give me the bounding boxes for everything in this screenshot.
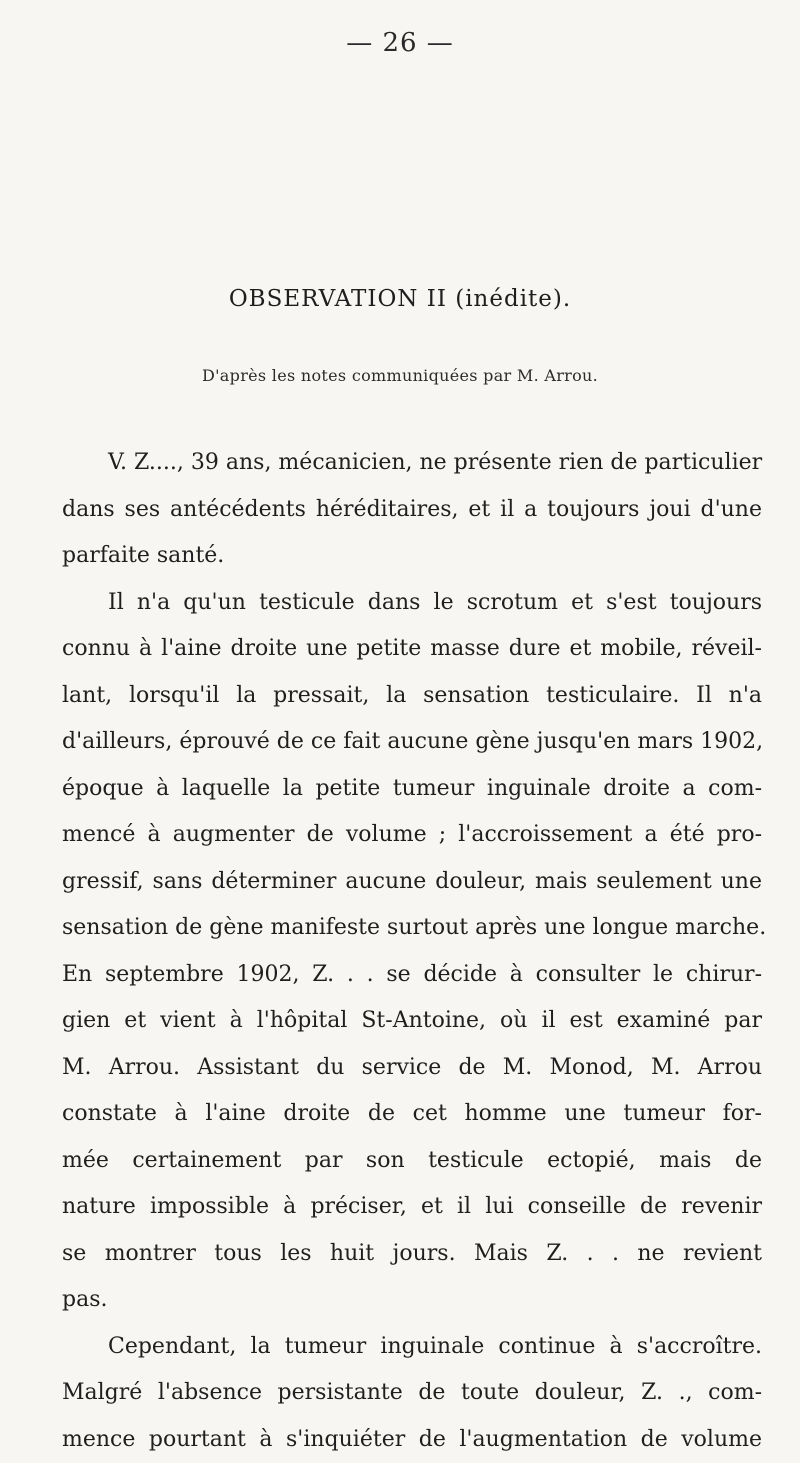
text-line: sensation de gène manifeste surtout après une longue marche. xyxy=(62,905,762,952)
text-line: V. Z...., 39 ans, mécanicien, ne présente rien de particulier xyxy=(62,440,762,487)
text-line: lant, lorsqu'il la pressait, la sensation testiculaire. Il n'a xyxy=(62,673,762,720)
text-line: connu à l'aine droite une petite masse dure et mobile, réveil- xyxy=(62,626,762,673)
text-line: pas. xyxy=(62,1277,762,1324)
text-line: Malgré l'absence persistante de toute douleur, Z. ., com- xyxy=(62,1370,762,1417)
text-line: gien et vient à l'hôpital St-Antoine, où il est examiné par xyxy=(62,998,762,1045)
text-line: dans ses antécédents héréditaires, et il a toujours joui d'une xyxy=(62,487,762,534)
text-line: Il n'a qu'un testicule dans le scrotum et s'est toujours xyxy=(62,580,762,627)
text-line: nature impossible à préciser, et il lui conseille de revenir xyxy=(62,1184,762,1231)
observation-subtitle: D'après les notes communiquées par M. Arrou. xyxy=(0,366,800,385)
text-line: gressif, sans déterminer aucune douleur, mais seulement une xyxy=(62,859,762,906)
text-line: mence pourtant à s'inquiéter de l'augmentation de volume xyxy=(62,1417,762,1463)
text-line: parfaite santé. xyxy=(62,533,762,580)
text-line: d'ailleurs, éprouvé de ce fait aucune gène jusqu'en mars 1902, xyxy=(62,719,762,766)
text-line: époque à laquelle la petite tumeur inguinale droite a com- xyxy=(62,766,762,813)
text-line: En septembre 1902, Z. . . se décide à consulter le chirur- xyxy=(62,952,762,999)
text-line: mencé à augmenter de volume ; l'accroissement a été pro- xyxy=(62,812,762,859)
text-line: Cependant, la tumeur inguinale continue à s'accroître. xyxy=(62,1324,762,1371)
body-text xyxy=(62,440,762,1463)
text-line: se montrer tous les huit jours. Mais Z. . . ne revient xyxy=(62,1231,762,1278)
observation-title: OBSERVATION II (inédite). xyxy=(0,286,800,312)
text-line: constate à l'aine droite de cet homme une tumeur for- xyxy=(62,1091,762,1138)
text-line: mée certainement par son testicule ectopié, mais de xyxy=(62,1138,762,1185)
text-line: M. Arrou. Assistant du service de M. Monod, M. Arrou xyxy=(62,1045,762,1092)
page-number: — 26 — xyxy=(0,28,800,58)
